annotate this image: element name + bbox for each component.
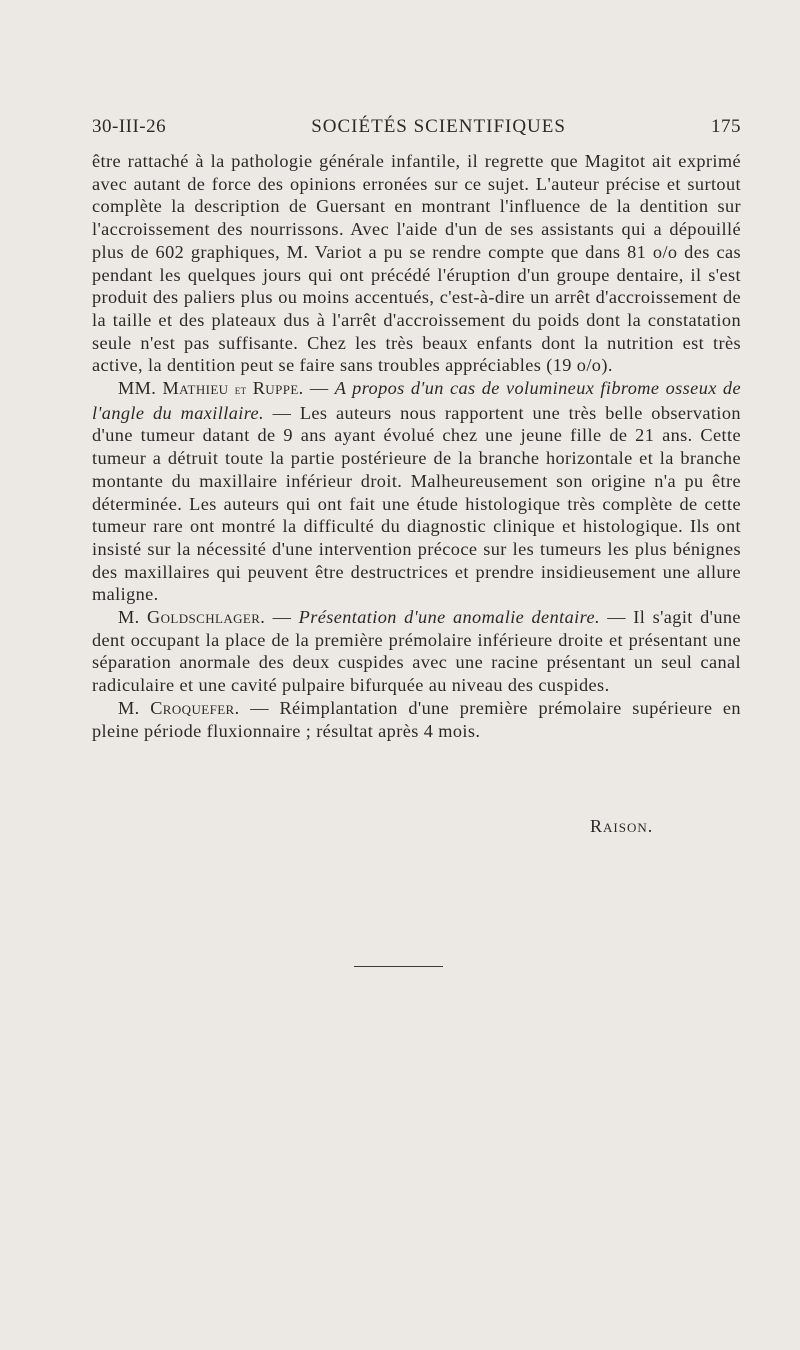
communication-title: A propos d'un cas de volumineux fibrome osseux de l'angle du maxillaire. [92,378,741,423]
title-prefix: M. [118,697,140,718]
author-conjunction: et [234,382,247,398]
author-name: Goldschlager. [146,607,266,628]
paragraph-mathieu-ruppe [92,377,741,606]
page-number: 175 [711,116,741,137]
paragraph-variot-continuation [92,150,741,377]
article-body [92,150,741,742]
author-name: Ruppe. [252,378,304,399]
paragraph-text: — Les auteurs nous rapportent une très belle observation d'une tumeur datant de 9 ans ayant évolué chez une jeune fille de 21 ans. Cette tumeur a détruit toute la partie postérieure de la branche horizontale et la branche montante du maxillaire inférieur droit. Malheureusement son origine n'a pu être déterminée. Les auteurs qui ont fait une étude histologique très complète de cette tumeur rare ont montré la difficulté du diagnostic clinique et histologique. Ils ont insisté sur la nécessité d'une intervention précoce sur les tumeurs les plus bénignes des maxillaires qui peuvent être destructrices et prendre insidieusement une allure maligne. [92,402,741,605]
communication-title: Présentation d'une anomalie dentaire. [298,607,600,628]
signature: Raison. [590,816,654,836]
paragraph-text: — Réimplantation d'une première prémolaire supérieure en pleine période fluxionnaire ; résultat après 4 mois. [92,697,741,741]
title-prefix: M. [118,607,140,628]
paragraph-goldschlager [92,606,741,697]
running-header [92,116,741,144]
author-name: Mathieu [162,378,229,399]
paragraph-text: — Il s'agit d'une dent occupant la place de la première prémolaire inférieure droite et présentant une séparation anormale des deux cuspides avec une racine présentant un seul canal radiculaire et une cavité pulpaire bifurquée au niveau des cuspides. [92,607,741,696]
section-end-rule [354,966,443,967]
header-date: 30-III-26 [92,116,167,137]
title-dash: — [309,378,329,399]
author-name: Croquefer. [150,697,240,718]
title-dash: — [272,607,292,628]
title-prefix: MM. [118,378,157,399]
paragraph-croquefer [92,697,741,742]
header-title: SOCIÉTÉS SCIENTIFIQUES [311,116,566,137]
paragraph-text: être rattaché à la pathologie générale infantile, il regrette que Magitot ait exprimé avec autant de force des opinions erronées sur ce sujet. L'auteur précise et surtout complète la description de Guersant en montrant l'influence de la dentition sur l'accroissement des nourrissons. Avec l'aide d'un de ses assistants qui a dépouillé plus de 602 graphiques, M. Variot a pu se rendre compte que dans 81 o/o des cas pendant les quelques jours qui ont précédé l'éruption d'un groupe dentaire, il s'est produit des paliers plus ou moins accentués, c'est-à-dire un arrêt d'accroissement de la taille et des plateaux dus à l'arrêt d'accroissement du poids dont la constatation seule n'est pas suffisante. Chez les très beaux enfants dont la nutrition est très active, la dentition peut se faire sans troubles appréciables (19 o/o). [92,151,741,376]
